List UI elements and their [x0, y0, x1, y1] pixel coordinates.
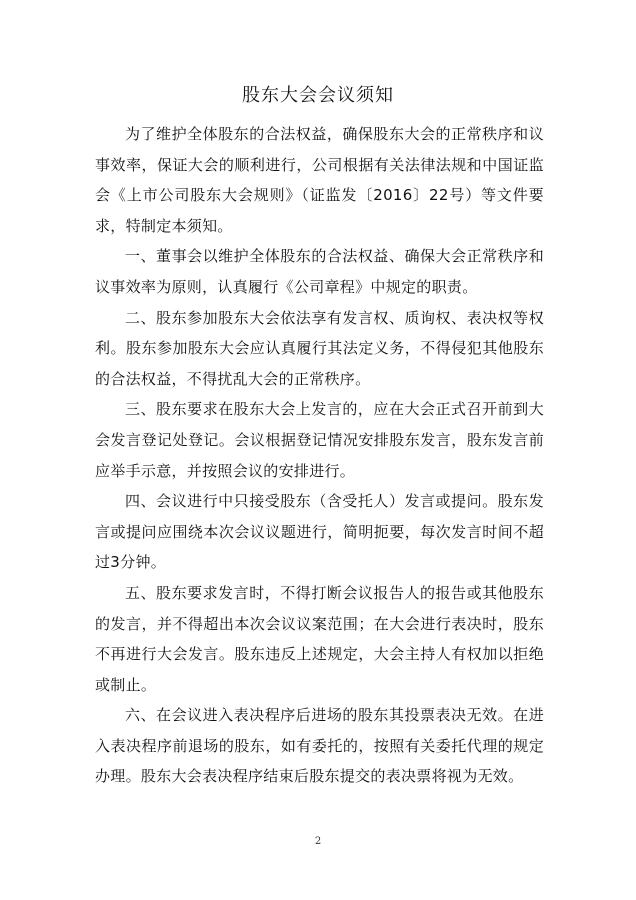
paragraph-item-5: 五、股东要求发言时，不得打断会议报告人的报告或其他股东的发言，并不得超出本次会议议案范围；在大会进行表决时，股东不再进行大会发言。股东违反上述规定，大会主持人有权加以拒绝或制止。 — [95, 583, 544, 694]
paragraph-item-4: 四、会议进行中只接受股东（含受托人）发言或提问。股东发言或提问应围绕本次会议议题进行，简明扼要，每次发言时间不超过3分钟。 — [95, 492, 544, 572]
paragraph-intro: 为了维护全体股东的合法权益，确保股东大会的正常秩序和议事效率，保证大会的顺利进行，公司根据有关法律法规和中国证监会《上市公司股东大会规则》（证监发〔2016〕22号）等文件要求，特制定本须知。 — [95, 125, 544, 235]
paragraph-item-6: 六、在会议进入表决程序后进场的股东其投票表决无效。在进入表决程序前退场的股东，如有委托的，按照有关委托代理的规定办理。股东大会表决程序结束后股东提交的表决票将视为无效。 — [95, 706, 544, 786]
paragraph-item-1: 一、董事会以维护全体股东的合法权益、确保大会正常秩序和议事效率为原则，认真履行《公司章程》中规定的职责。 — [95, 247, 544, 296]
paragraph-item-3: 三、股东要求在股东大会上发言的，应在大会正式召开前到大会发言登记处登记。会议根据登记情况安排股东发言，股东发言前应举手示意，并按照会议的安排进行。 — [95, 400, 544, 480]
page-number: 2 — [314, 836, 322, 847]
document-title: 股东大会会议须知 — [242, 85, 394, 106]
document-body — [95, 119, 544, 792]
paragraph-item-2: 二、股东参加股东大会依法享有发言权、质询权、表决权等权利。股东参加股东大会应认真履行其法定义务，不得侵犯其他股东的合法权益，不得扰乱大会的正常秩序。 — [95, 308, 544, 388]
